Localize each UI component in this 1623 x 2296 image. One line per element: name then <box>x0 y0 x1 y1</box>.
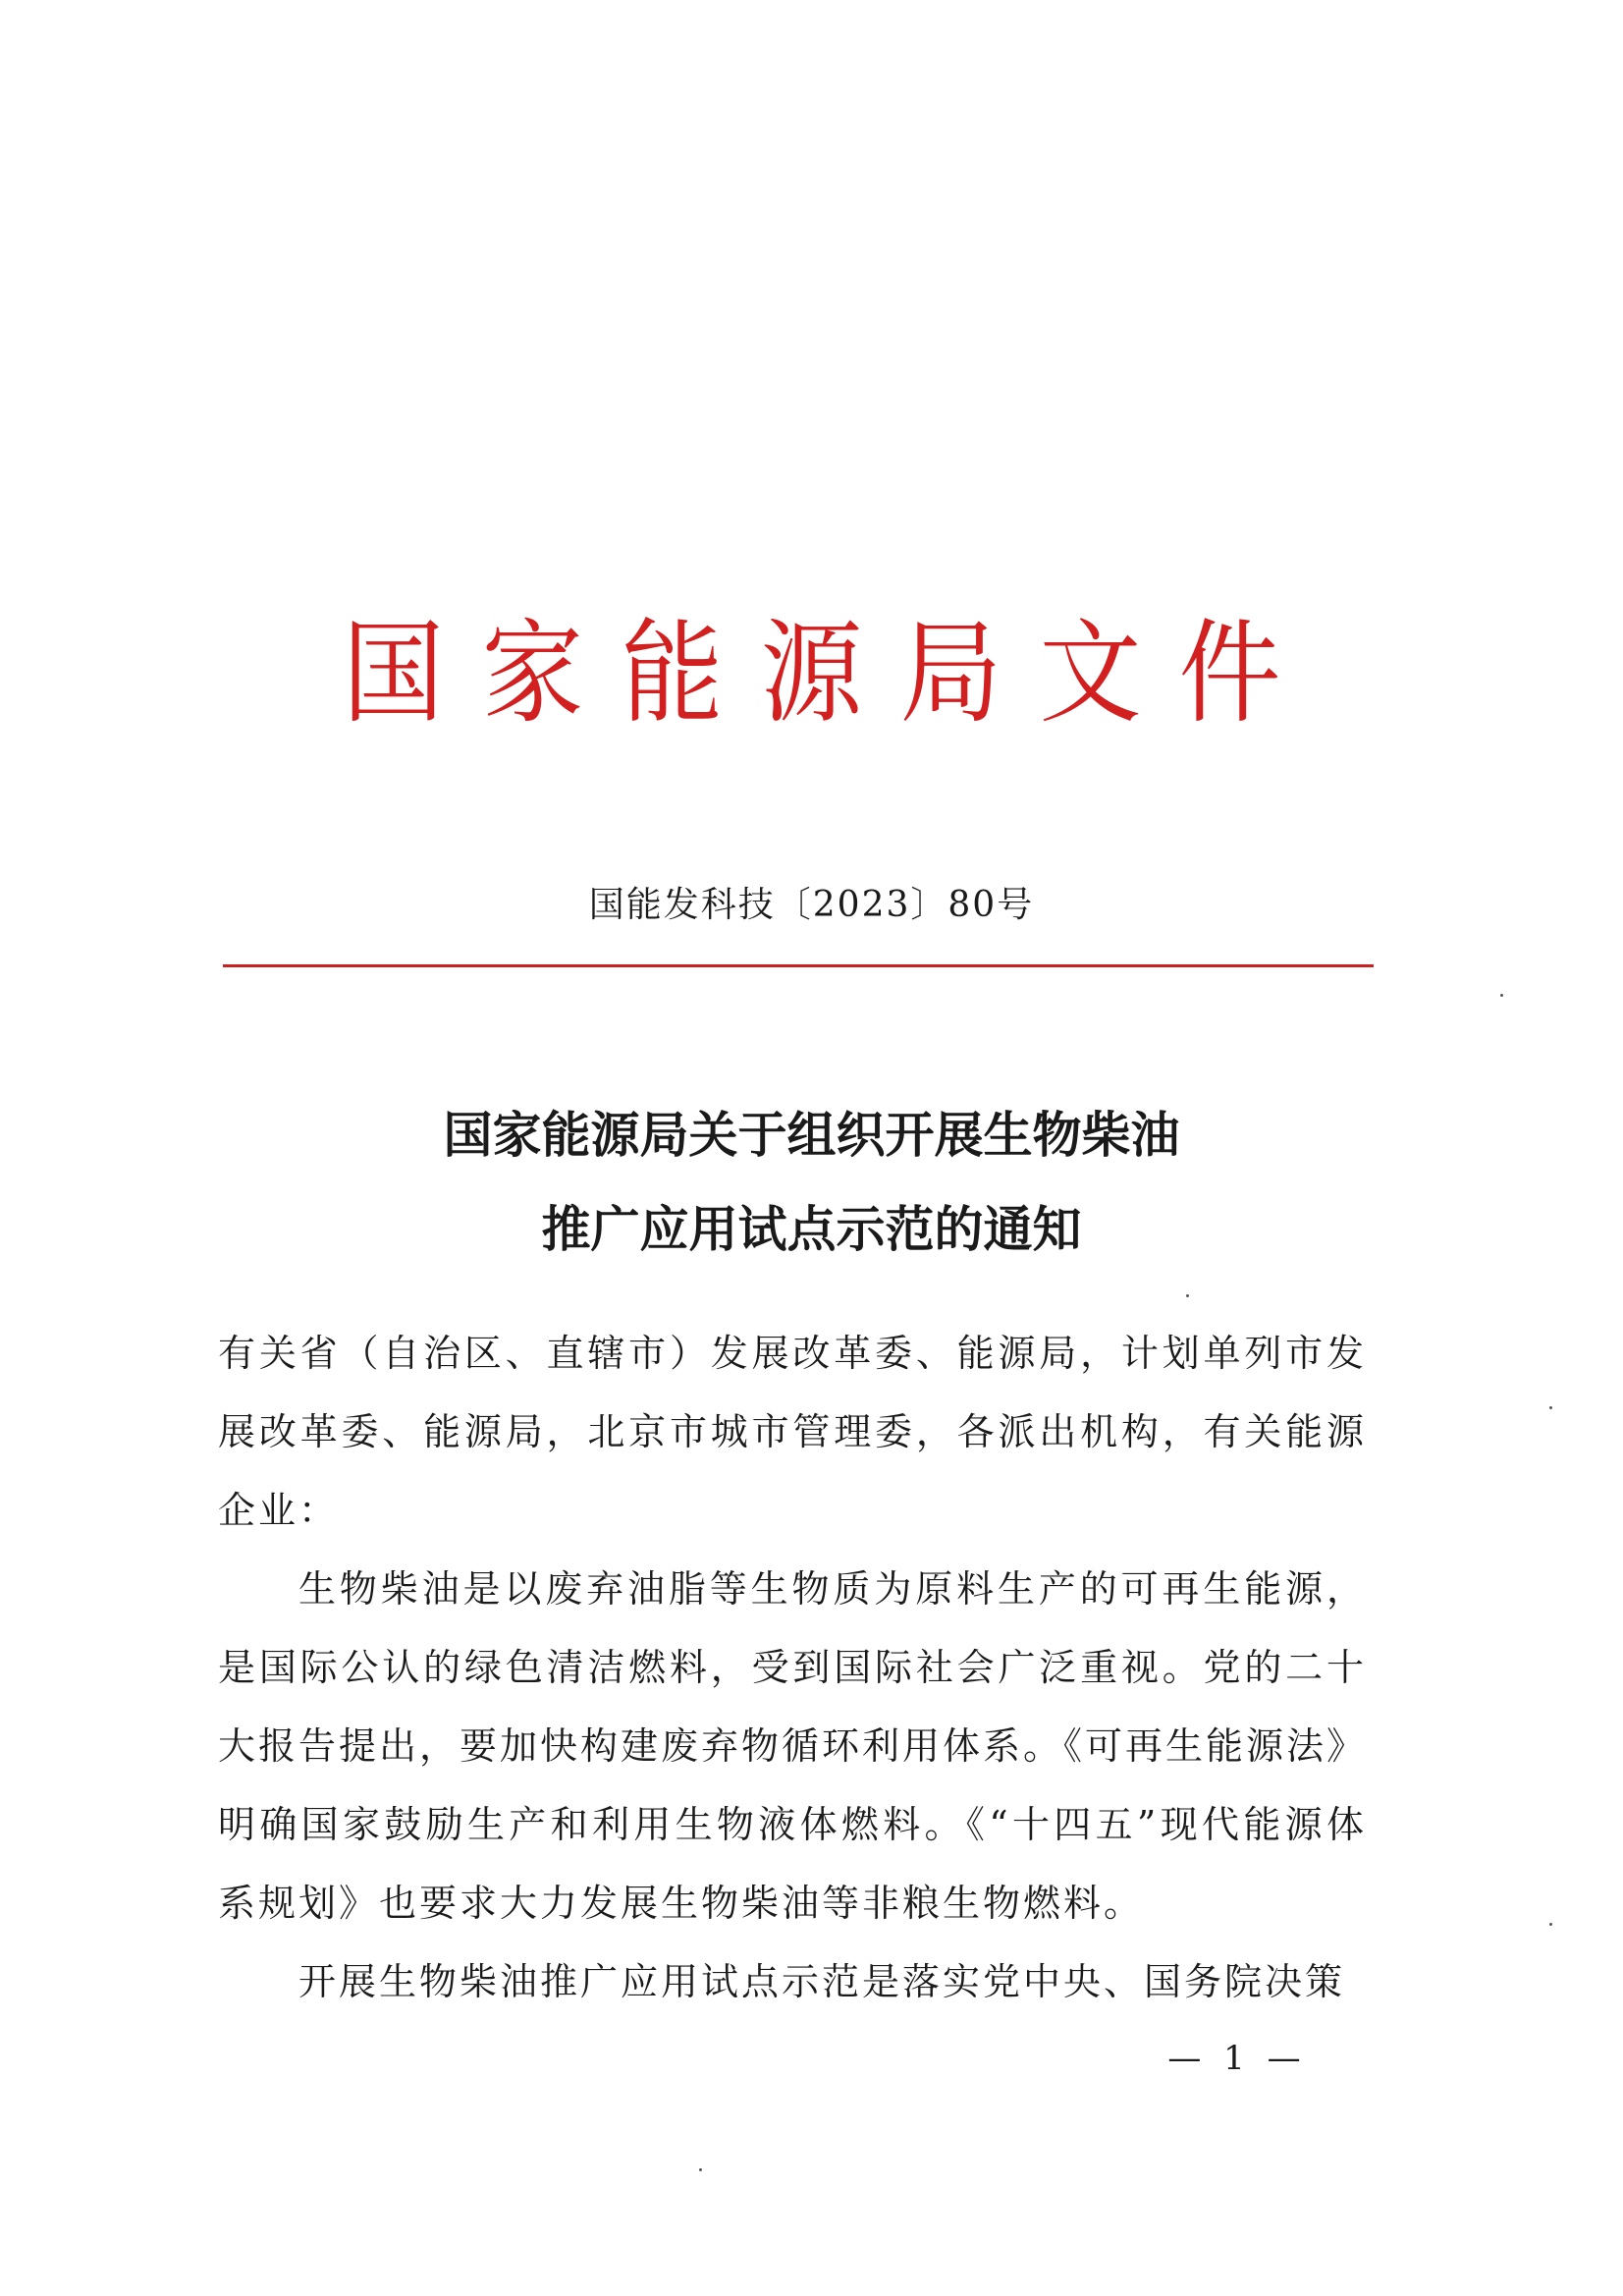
body-paragraph-1: 生物柴油是以废弃油脂等生物质为原料生产的可再生能源，是国际公认的绿色清洁燃料，受到国际社会广泛重视。党的二十大报告提出，要加快构建废弃物循环利用体系。《可再生能源法》明确国家鼓励生产和利用生物液体燃料。《“十四五”现代能源体系规划》也要求大力发展生物柴油等非粮生物燃料。 <box>218 1567 1368 1925</box>
body-paragraph-2: 开展生物柴油推广应用试点示范是落实党中央、国务院决策 <box>298 1960 1346 2003</box>
document-body <box>218 1314 1367 2021</box>
addressee-paragraph: 有关省（自治区、直辖市）发展改革委、能源局，计划单列市发展改革委、能源局，北京市城市管理委，各派出机构，有关能源企业： <box>218 1332 1367 1532</box>
document-number: 国能发科技〔2023〕80号 <box>588 885 1035 925</box>
document-title <box>0 1088 1623 1277</box>
document-title-line-1: 国家能源局关于组织开展生物柴油 <box>443 1107 1180 1164</box>
red-divider-line <box>223 964 1374 967</box>
scan-speck <box>1549 1406 1552 1409</box>
document-title-line-2: 推广应用试点示范的通知 <box>541 1201 1082 1258</box>
scan-speck <box>1549 1923 1552 1926</box>
scan-speck <box>1500 994 1503 997</box>
scan-speck <box>1186 1294 1189 1297</box>
scan-speck <box>699 2168 702 2171</box>
page-number: — 1 — <box>1167 2039 1307 2078</box>
issuer-header-title: 国家能源局文件 <box>342 607 1319 739</box>
